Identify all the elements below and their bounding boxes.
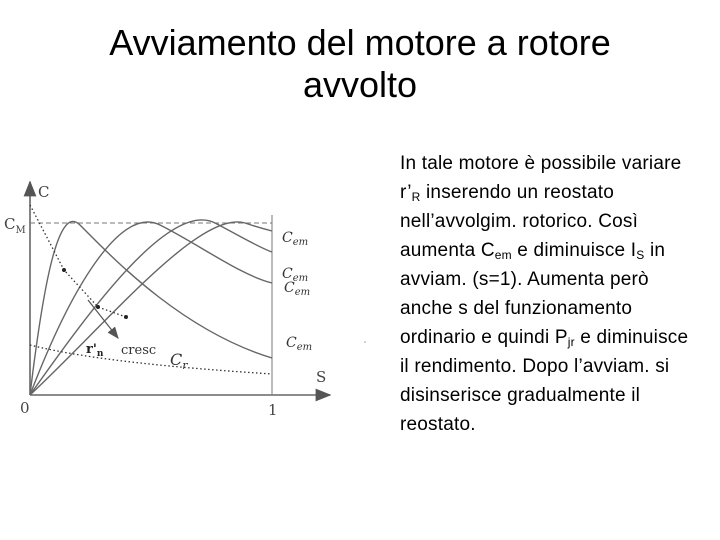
cem-curve-2 xyxy=(30,222,272,395)
body-text-sub-2: em xyxy=(494,248,512,262)
cem-label-4-sub: em xyxy=(296,342,313,353)
cem-label-3-sub: em xyxy=(294,287,311,298)
cem-label-3-main: C xyxy=(284,280,295,296)
body-text-sub-3: S xyxy=(636,248,645,262)
body-text-part-4: in avviam. (s=1). Aumenta però anche s del funzionamento ordinario e quindi P xyxy=(400,240,666,348)
cem-label-4 xyxy=(286,335,312,353)
s-one-label: 1 xyxy=(268,401,278,419)
body-text-part-3: e diminuisce I xyxy=(511,240,637,261)
cem-label-1-sub: em xyxy=(292,237,309,248)
body-text-sub-1: R xyxy=(411,190,421,204)
cem-label-4-main: C xyxy=(286,335,297,351)
slide-title xyxy=(40,22,680,106)
operating-point-2 xyxy=(96,305,100,309)
torque-slip-diagram xyxy=(0,170,370,430)
title-line-2: avvolto xyxy=(302,64,418,105)
body-text-part-5: e diminuisce il rendimento. Dopo l’avviam. si disinserisce gradualmente il reostato. xyxy=(400,327,689,435)
cr-label-sub: r xyxy=(182,359,188,372)
cr-label-main: C xyxy=(170,350,183,369)
body-text-sub-4: jr xyxy=(567,335,575,349)
cem-label-2-main: C xyxy=(282,266,293,282)
title-line-1: Avviamento del motore a rotore xyxy=(109,22,611,63)
cem-label-1 xyxy=(282,230,308,248)
cr-label xyxy=(170,350,188,372)
cem-label-1-main: C xyxy=(282,230,293,246)
operating-points-line xyxy=(30,205,126,317)
rr-label xyxy=(86,342,104,359)
cm-label-sub: M xyxy=(15,225,26,236)
y-axis-label: C xyxy=(38,183,50,201)
rr-label-main: r' xyxy=(86,342,97,357)
cem-label-2-sub: em xyxy=(292,273,309,284)
cem-curve-4 xyxy=(30,222,272,395)
torque-slip-svg xyxy=(0,170,370,430)
cm-label xyxy=(4,215,26,236)
operating-point-3 xyxy=(124,315,128,319)
rr-label-sub: n xyxy=(96,349,104,359)
cresc-label: cresc xyxy=(121,343,157,358)
cm-label-main: C xyxy=(4,215,16,233)
cem-curve-3 xyxy=(30,220,272,395)
body-text-part-1: In tale motore è possibile variare r’ xyxy=(400,153,682,203)
operating-point-1 xyxy=(62,268,66,272)
body-text-part-2: inserendo un reostato nell’avvolgim. rotorico. Così aumenta C xyxy=(400,182,639,261)
origin-label: 0 xyxy=(20,399,30,417)
stray-dot xyxy=(364,341,366,343)
x-axis-label: S xyxy=(316,368,327,386)
body-text xyxy=(400,149,700,439)
cem-curve-1 xyxy=(30,221,272,395)
